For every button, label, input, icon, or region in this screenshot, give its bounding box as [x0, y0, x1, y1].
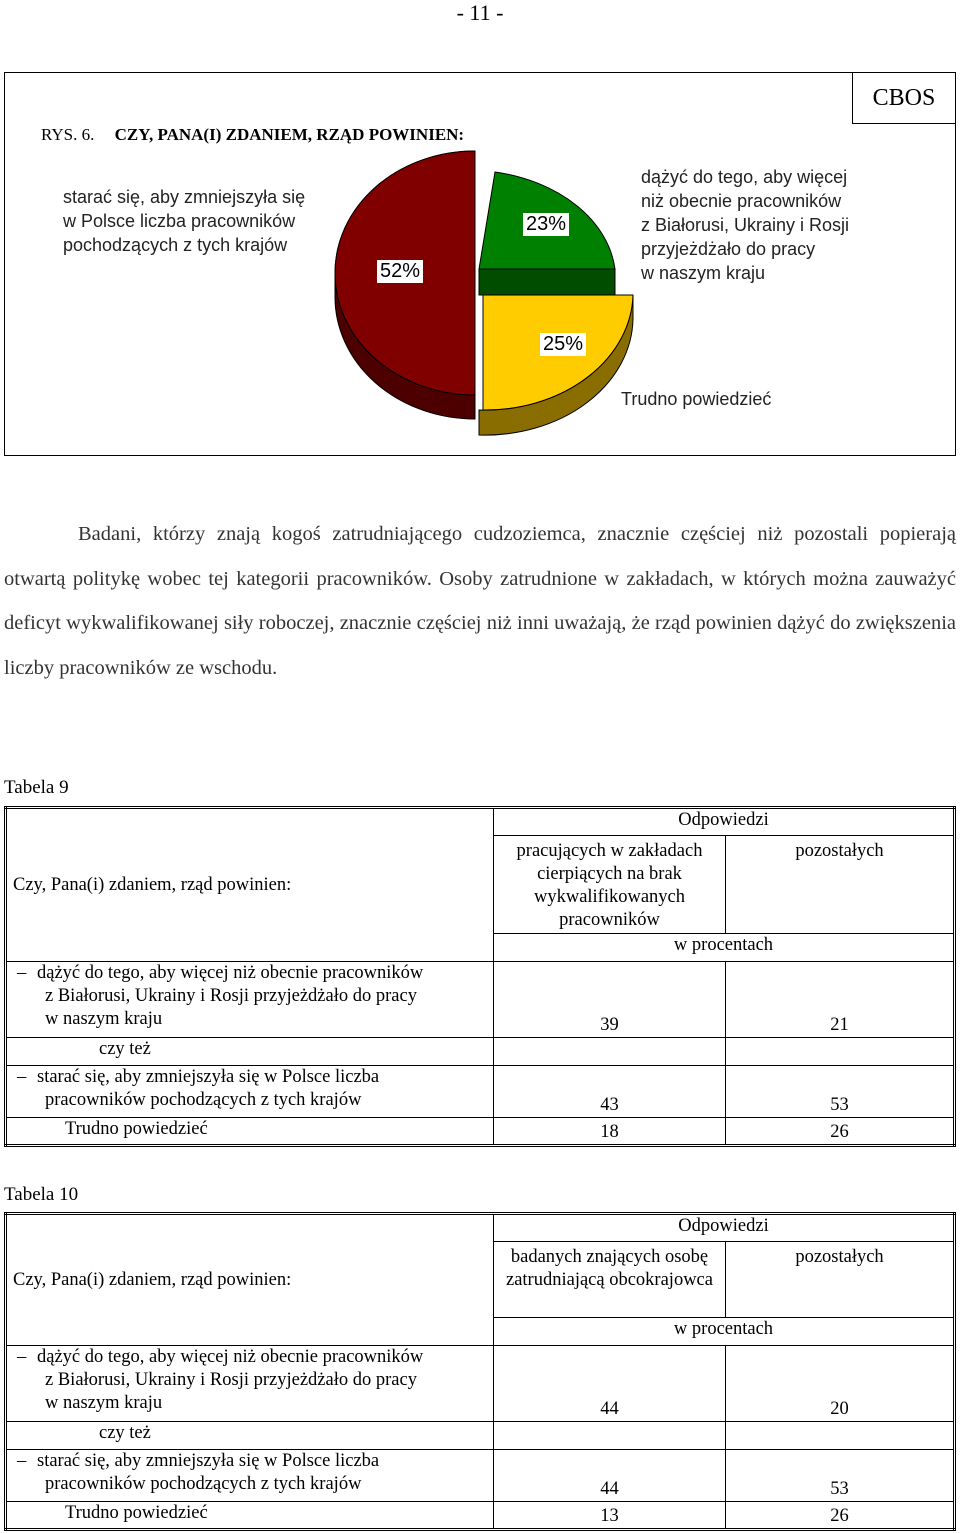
cell-value: 21	[726, 962, 955, 1038]
page-number: - 11 -	[456, 0, 504, 25]
slice-label-1-line: przyjeżdżało do pracy	[641, 239, 816, 259]
slice-label-1-line: dążyć do tego, aby więcej	[641, 167, 848, 187]
figure-box	[4, 72, 956, 456]
row-label	[6, 1450, 494, 1502]
dash-marker: –	[17, 1067, 27, 1087]
group-header: Odpowiedzi	[494, 808, 955, 836]
slice-label-0-line: w Polsce liczba pracowników	[63, 211, 296, 231]
row-label-line: w naszym kraju	[45, 1009, 163, 1029]
cell-value: 53	[726, 1450, 955, 1502]
table-row	[6, 1422, 955, 1450]
figure-question: CZY, PANA(I) ZDANIEM, RZĄD POWINIEN:	[114, 125, 465, 144]
slice-label-0	[63, 185, 305, 257]
or-label: czy też	[6, 1422, 494, 1450]
row-label-line: z Białorusi, Ukrainy i Rosji przyjeżdżało do pracy	[45, 986, 417, 1006]
table-row	[6, 1346, 955, 1422]
source-label: CBOS	[852, 72, 956, 124]
table-row	[6, 962, 955, 1038]
body-paragraph: Badani, którzy znają kogoś zatrudniającego cudzoziemca, znacznie częściej niż pozostali popierają otwartą politykę wobec tej kategorii pracowników. Osoby zatrudnione w zakładach, w których można zauważyć deficyt wykwalifikowanej siły roboczej, znacznie częściej niż inni uważają, że rząd powinien dążyć do zwiększenia liczby pracowników ze wschodu.	[4, 523, 956, 679]
column-header: badanych znających osobę zatrudniającą obcokrajowca	[494, 1242, 726, 1318]
column-header: pozostałych	[726, 1242, 955, 1318]
cell-value: 18	[494, 1118, 726, 1146]
slice-label-1-line: niż obecnie pracowników	[641, 191, 842, 211]
dash-marker: –	[17, 963, 27, 983]
row-label	[6, 962, 494, 1038]
slice-label-0-line: pochodzących z tych krajów	[63, 235, 288, 255]
table-row	[6, 1502, 955, 1530]
column-header: pracujących w zakładach cierpiących na brak wykwalifikowanych pracowników	[494, 836, 726, 934]
group-header: Odpowiedzi	[494, 1214, 955, 1242]
cell-value: 26	[726, 1502, 955, 1530]
row-label-line: dążyć do tego, aby więcej niż obecnie pracowników	[37, 963, 424, 983]
slice-label-1	[641, 165, 849, 285]
table-caption: Tabela 9	[4, 777, 69, 798]
cell-value: 39	[494, 962, 726, 1038]
slice-label-1-line: z Białorusi, Ukrainy i Rosji	[641, 215, 850, 235]
dash-marker: –	[17, 1347, 27, 1367]
cell-value: 43	[494, 1066, 726, 1118]
cell-value: 20	[726, 1346, 955, 1422]
unit-header: w procentach	[494, 1318, 955, 1346]
slice-label-1-line: w naszym kraju	[641, 263, 766, 283]
table-caption: Tabela 10	[4, 1184, 79, 1205]
row-label-line: dążyć do tego, aby więcej niż obecnie pracowników	[37, 1347, 424, 1367]
table-10	[4, 1212, 956, 1531]
pie-slice-side-1	[479, 269, 615, 295]
cell-value: 13	[494, 1502, 726, 1530]
row-label-line: pracowników pochodzących z tych krajów	[45, 1474, 362, 1494]
cell-value: 26	[726, 1118, 955, 1146]
row-label-line: starać się, aby zmniejszyła się w Polsce liczba	[37, 1451, 380, 1471]
cell-value: 44	[494, 1450, 726, 1502]
table-row	[6, 1066, 955, 1118]
figure-label: RYS. 6.	[41, 125, 95, 144]
slice-value-2: 25%	[540, 333, 586, 356]
row-label-line: z Białorusi, Ukrainy i Rosji przyjeżdżało do pracy	[45, 1370, 417, 1390]
table-question: Czy, Pana(i) zdaniem, rząd powinien:	[6, 1214, 494, 1346]
unit-header: w procentach	[494, 934, 955, 962]
row-label-line: pracowników pochodzących z tych krajów	[45, 1090, 362, 1110]
row-label	[6, 1066, 494, 1118]
slice-label-0-line: starać się, aby zmniejszyła się	[63, 187, 306, 207]
table-question: Czy, Pana(i) zdaniem, rząd powinien:	[6, 808, 494, 962]
slice-value-1: 23%	[523, 213, 569, 236]
or-label: czy też	[6, 1038, 494, 1066]
row-label-line: w naszym kraju	[45, 1393, 163, 1413]
column-header: pozostałych	[726, 836, 955, 934]
slice-value-0: 52%	[377, 260, 423, 283]
dash-marker: –	[17, 1451, 27, 1471]
row-label: Trudno powiedzieć	[6, 1502, 494, 1530]
row-label-line: starać się, aby zmniejszyła się w Polsce liczba	[37, 1067, 380, 1087]
table-9	[4, 806, 956, 1147]
row-label: Trudno powiedzieć	[6, 1118, 494, 1146]
cell-value: 44	[494, 1346, 726, 1422]
slice-label-2: Trudno powiedzieć	[621, 389, 772, 409]
table-row	[6, 1450, 955, 1502]
table-row	[6, 1118, 955, 1146]
row-label	[6, 1346, 494, 1422]
cell-value: 53	[726, 1066, 955, 1118]
table-row	[6, 1038, 955, 1066]
